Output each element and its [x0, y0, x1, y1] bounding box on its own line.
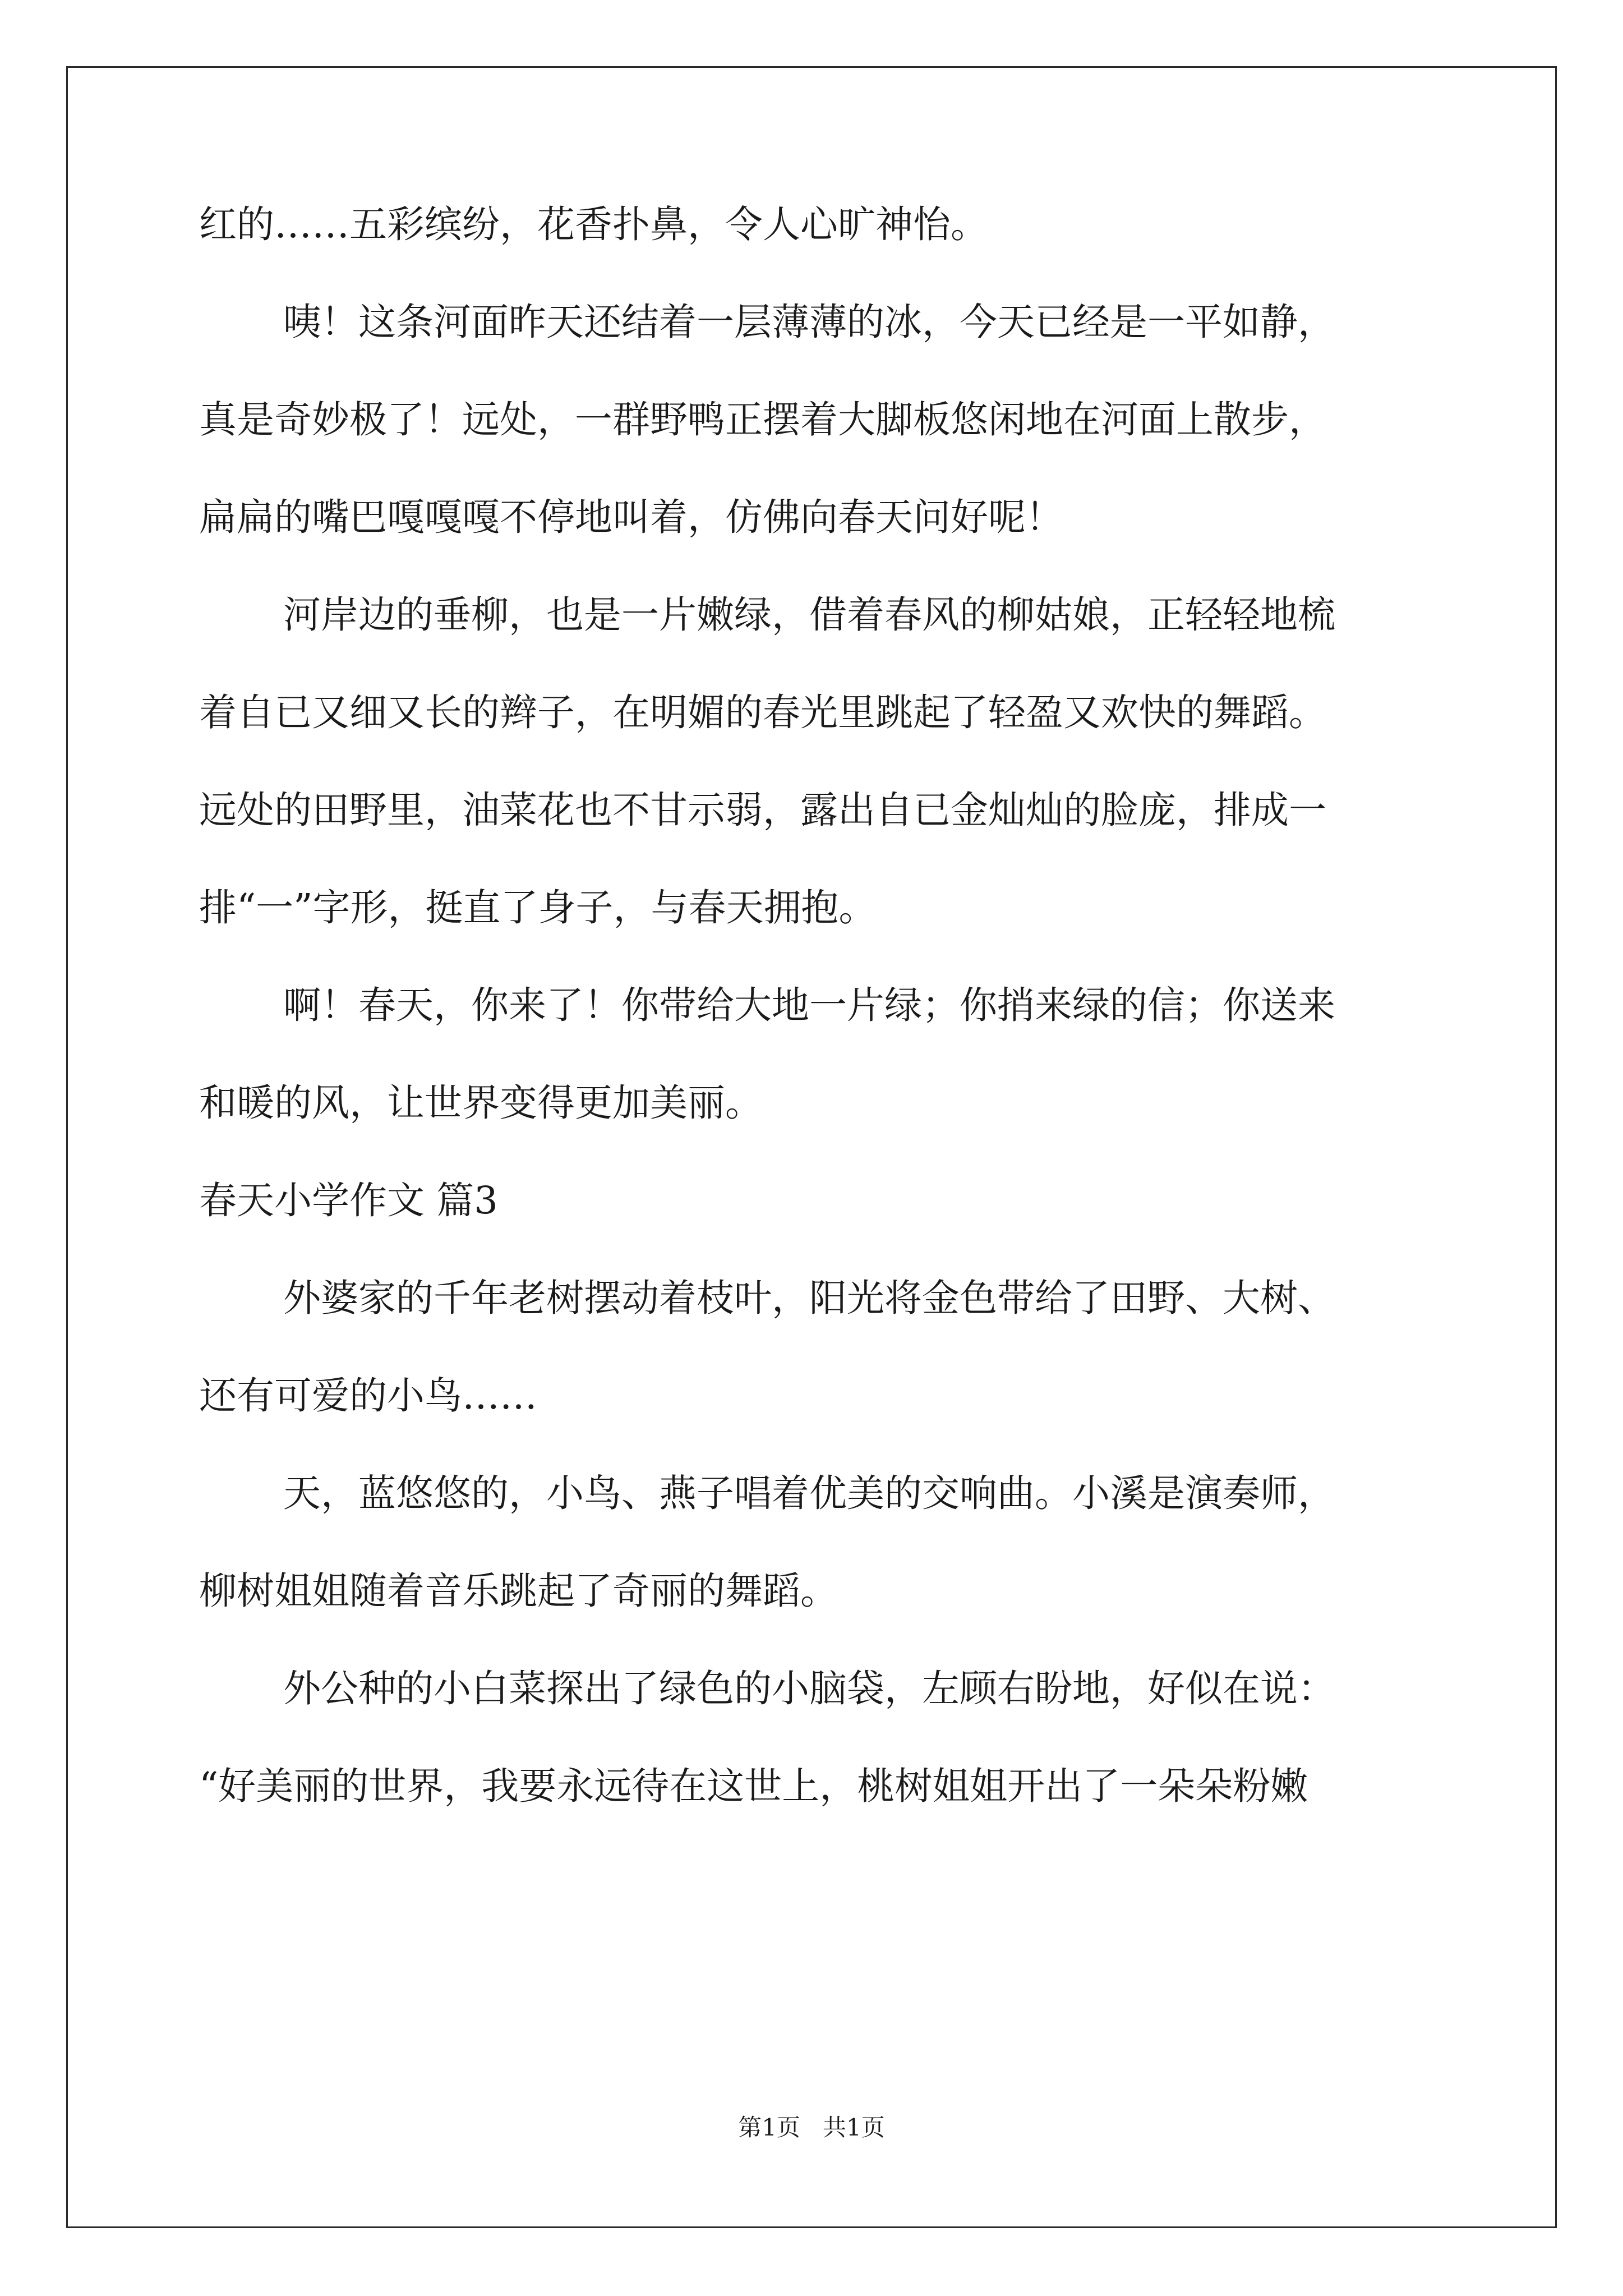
text-line-8: 排“一”字形，挺直了身子，与春天拥抱。	[199, 886, 877, 930]
text-line-16: 外公种的小白菜探出了绿色的小脑袋，左顾右盼地，好似在说：	[283, 1667, 1335, 1710]
page-total: 共1页	[823, 2114, 885, 2141]
text-line-6: 着自已又细又长的辫子，在明媚的春光里跳起了轻盈又欢快的舞蹈。	[199, 691, 1326, 734]
page-border	[66, 66, 1557, 2228]
page-footer	[0, 2114, 1623, 2142]
text-line-2: 咦！这条河面昨天还结着一层薄薄的冰，今天已经是一平如静，	[283, 300, 1335, 344]
text-line-5: 河岸边的垂柳，也是一片嫩绿，借着春风的柳姑娘，正轻轻地梳	[283, 593, 1335, 637]
text-line-12: 外婆家的千年老树摆动着枝叶，阳光将金色带给了田野、大树、	[283, 1276, 1335, 1320]
text-line-4: 扁扁的嘴巴嘎嘎嘎不停地叫着，仿佛向春天问好呢！	[199, 495, 1063, 539]
text-line-1: 红的……五彩缤纷，花香扑鼻，令人心旷神怡。	[199, 203, 988, 246]
text-line-10: 和暖的风，让世界变得更加美丽。	[199, 1081, 763, 1125]
page-number: 第1页	[738, 2114, 800, 2141]
text-line-17: “好美丽的世界，我要永远待在这世上，桃树姐姐开出了一朵朵粉嫩	[199, 1764, 1308, 1808]
text-line-7: 远处的田野里，油菜花也不甘示弱，露出自已金灿灿的脸庞，排成一	[199, 788, 1326, 832]
text-line-14: 天，蓝悠悠的，小鸟、燕子唱着优美的交响曲。小溪是演奏师，	[283, 1471, 1335, 1515]
text-line-9: 啊！春天，你来了！你带给大地一片绿；你捎来绿的信；你送来	[283, 983, 1335, 1027]
text-line-3: 真是奇妙极了！远处，一群野鸭正摆着大脚板悠闲地在河面上散步，	[199, 398, 1326, 441]
text-line-13: 还有可爱的小鸟……	[199, 1374, 537, 1418]
text-line-15: 柳树姐姐随着音乐跳起了奇丽的舞蹈。	[199, 1569, 838, 1613]
section-heading: 春天小学作文 篇3	[199, 1179, 498, 1222]
